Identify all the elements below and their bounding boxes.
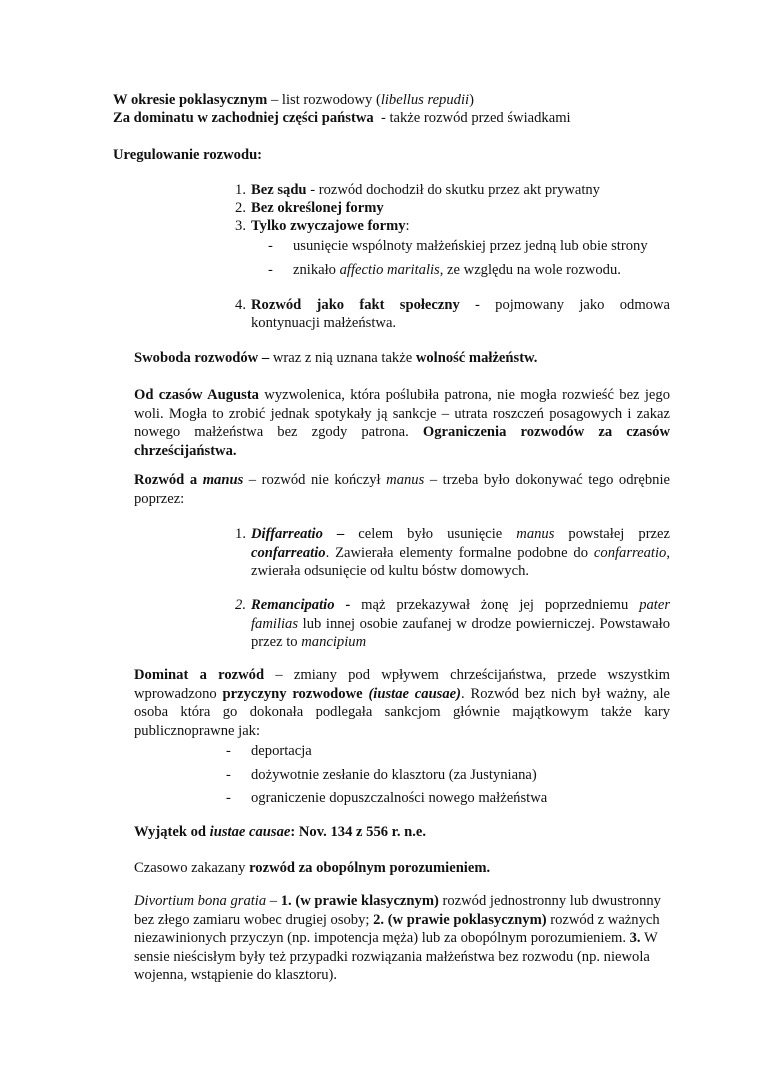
document-page: W okresie poklasycznym – list rozwodowy (libellus repudii) Za dominatu w zachodniej części państwa - także rozwód przed świadkami Uregulowanie rozwodu: 1. Bez sądu - rozwód dochodził do skutku przez akt prywatny 2. Bez określonej formy 3. Tylko zwyczajowe formy: - usunięcie wspólnoty małżeńskiej przez jedną lub obie strony - znikało affectio maritalis, ze względu na wole rozwodu. 4. Rozwód jako fakt społeczny - pojmowany jako odmowa kontynuacji małżeństwa. Swoboda rozwodów – wraz z nią uznana także wolność małżeństw. Od czasów Augusta wyzwolenica, która poślubiła patrona, nie mogła rozwieść bez jego woli. Mogła to zrobić jednak spotykały ją sankcje – utrata roszczeń posagowych i zakaz nowego małżeństwa bez zgody patrona. Ograniczenia rozwodów za czasów chrześcijaństwa. Rozwód a manus – rozwód nie kończył manus – trzeba było dokonywać tego odrębnie poprzez: 1. Diffarreatio – celem było usunięcie manus powstałej przez confarreatio. Zawierała elementy formalne podobne do confarreatio, zwierała odsunięcie od kultu bóstw domowych. 2. Remancipatio - mąż przekazywał żonę jej poprzedniemu pater familias lub innej osobie zaufanej w drodze powierniczej. Powstawało przez to mancipium Dominat a rozwód – zmiany pod wpływem chrześcijaństwa, przede wszystkim wprowadzono przyczyny rozwodowe (iustae causae). Rozwód bez nich był ważny, ale osoba która go dokonała podlegała sankcjom głównie majątkowym także kary publicznoprawne jak: - deportacja - dożywotnie zesłanie do klasztoru (za Justyniana) - ograniczenie dopuszczalności nowego małżeństwa Wyjątek od iustae causae: Nov. 134 z 556 r. n.e. Czasowo zakazany rozwód za obopólnym porozumieniem. Divortium bona gratia – 1. (w prawie klasycznym) rozwód jednostronny lub dwustronny bez złego zamiaru wobec drugiej osoby; 2. (w prawie poklasycznym) rozwód z ważnych niezawinionych przyczyn (np. impotencja męża) lub za obopólnym porozumieniem. 3. W sensie nieścisłym były też przypadki rozwiązania małżeństwa bez rozwodu (np. niewola wojenna, wstąpienie do klasztoru). — [0, 0, 760, 1075]
swoboda-line: Swoboda rozwodów – wraz z nią uznana także wolność małżeństw. — [134, 350, 538, 366]
intro-line-2: Za dominatu w zachodniej części państwa - także rozwód przed świadkami — [113, 110, 571, 126]
divortium-paragraph: Divortium bona gratia – 1. (w prawie klasycznym) rozwód jednostronny lub dwustronny bez złego zamiaru wobec drugiej osoby; 2. (w prawie poklasycznym) rozwód z ważnych niezawinionych przyczyn (np. impotencja męża) lub za obopólnym porozumieniem. 3. W sensie nieścisłym były też przypadki rozwiązania małżeństwa bez rozwodu (np. niewola wojenna, wstąpienie do klasztoru). — [134, 893, 661, 983]
dominat-paragraph: Dominat a rozwód – zmiany pod wpływem chrześcijaństwa, przede wszystkim wprowadzono przyczyny rozwodowe (iustae causae). Rozwód bez nich był ważny, ale osoba która go dokonała podlegała sankcjom głównie majątkowym także kary publicznoprawne jak: — [134, 667, 670, 739]
wyjatek-line: Wyjątek od iustae causae: Nov. 134 z 556 r. n.e. — [134, 824, 427, 840]
august-paragraph: Od czasów Augusta wyzwolenica, która poślubiła patrona, nie mogła rozwieść bez jego woli. Mogła to zrobić jednak spotykały ją sankcje – utrata roszczeń posagowych i zakaz nowego małżeństwa bez zgody patrona. Ograniczenia rozwodów za czasów chrześcijaństwa. — [134, 387, 670, 459]
manus-paragraph: Rozwód a manus – rozwód nie kończył manus – trzeba było dokonywać tego odrębnie poprzez: — [134, 472, 670, 507]
intro-line-1: W okresie poklasycznym – list rozwodowy (libellus repudii) — [113, 92, 474, 108]
uregulowanie-heading: Uregulowanie rozwodu: — [113, 147, 263, 163]
czasowo-line: Czasowo zakazany rozwód za obopólnym porozumieniem. — [134, 860, 491, 876]
